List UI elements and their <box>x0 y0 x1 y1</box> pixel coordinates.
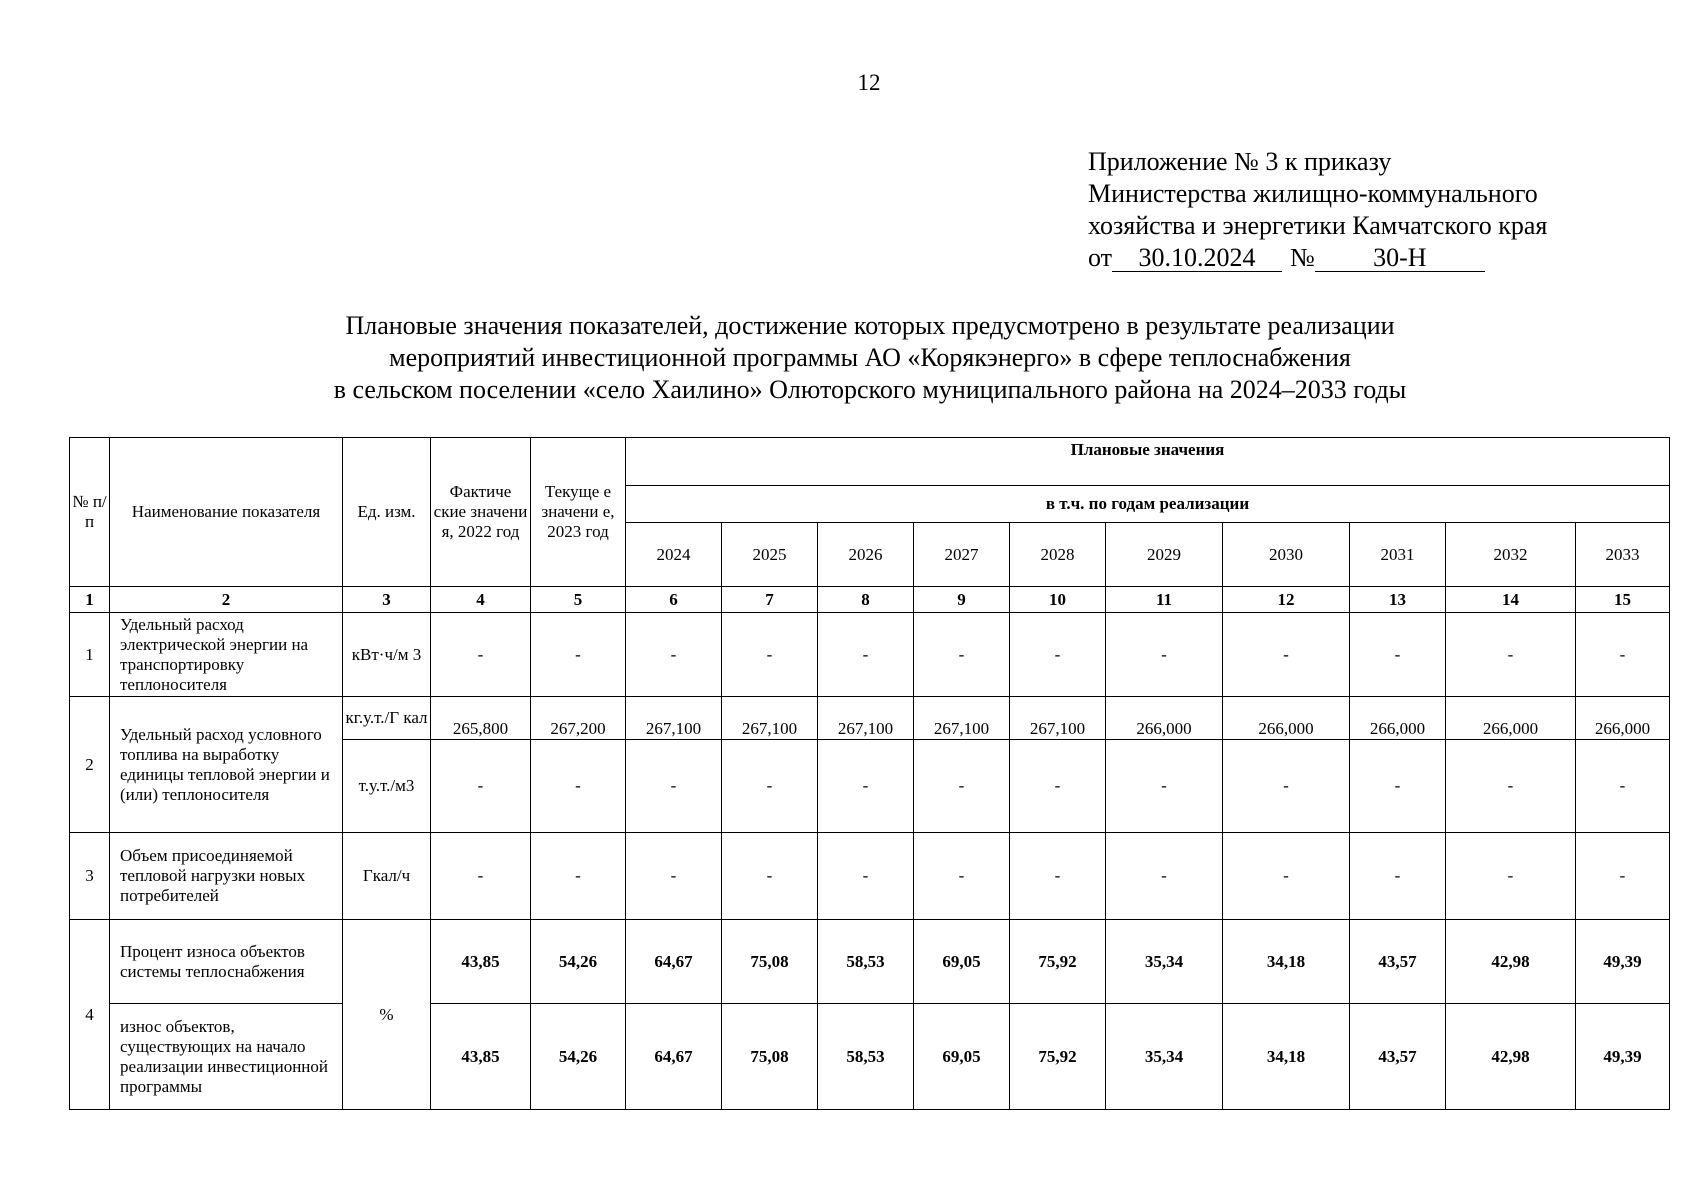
value-cell: 54,26 <box>531 1004 626 1110</box>
indicator-unit: т.у.т./м3 <box>343 740 431 833</box>
value-cell: - <box>1446 613 1576 697</box>
value-cell: - <box>1223 740 1350 833</box>
value-cell: 69,05 <box>914 920 1010 1004</box>
indicator-unit: кг.у.т./Г кал <box>343 697 431 740</box>
header-planned: Плановые значения <box>626 438 1670 486</box>
header-name: Наименование показателя <box>110 438 343 587</box>
value-cell: 35,34 <box>1106 920 1223 1004</box>
value-cell: 266,000 <box>1576 697 1670 740</box>
from-label: от <box>1088 243 1113 272</box>
value-cell: - <box>1446 740 1576 833</box>
value-cell: 49,39 <box>1576 1004 1670 1110</box>
header-year: 2030 <box>1223 523 1350 587</box>
value-cell: 75,08 <box>722 1004 818 1110</box>
value-cell: 43,57 <box>1350 920 1446 1004</box>
value-cell: 266,000 <box>1350 697 1446 740</box>
value-cell: - <box>626 833 722 920</box>
value-cell: 265,800 <box>431 697 531 740</box>
value-cell: 43,85 <box>431 920 531 1004</box>
value-cell: - <box>1576 833 1670 920</box>
value-cell: 64,67 <box>626 920 722 1004</box>
header-year: 2032 <box>1446 523 1576 587</box>
col-number: 2 <box>110 587 343 613</box>
header-unit: Ед. изм. <box>343 438 431 587</box>
table-row <box>70 1004 1670 1110</box>
table-row <box>70 697 1670 740</box>
value-cell: - <box>431 833 531 920</box>
value-cell: - <box>818 740 914 833</box>
row-number: 3 <box>70 833 110 920</box>
indicator-unit: % <box>343 920 431 1110</box>
page-number: 12 <box>857 70 881 95</box>
value-cell: - <box>1446 833 1576 920</box>
col-number: 15 <box>1576 587 1670 613</box>
value-cell: - <box>431 740 531 833</box>
value-cell: 34,18 <box>1223 920 1350 1004</box>
value-cell: - <box>1350 613 1446 697</box>
value-cell: - <box>626 613 722 697</box>
value-cell: 58,53 <box>818 920 914 1004</box>
value-cell: - <box>1223 613 1350 697</box>
value-cell: - <box>1223 833 1350 920</box>
value-cell: 266,000 <box>1106 697 1223 740</box>
value-cell: 75,92 <box>1010 1004 1106 1110</box>
title-line-2: мероприятий инвестиционной программы АО «Корякэнерго» в сфере теплоснабжения <box>389 343 1351 372</box>
title-line-3: в сельском поселении «село Хаилино» Олюторского муниципального района на 2024–2033 годы <box>333 375 1407 404</box>
header-year: 2027 <box>914 523 1010 587</box>
indicator-name: износ объектов, существующих на начало реализации инвестиционной программы <box>110 1004 343 1110</box>
title-line-1: Плановые значения показателей, достижение которых предусмотрено в результате реализации <box>345 311 1395 340</box>
value-cell: - <box>431 613 531 697</box>
value-cell: - <box>818 833 914 920</box>
value-cell: 267,100 <box>818 697 914 740</box>
row-number: 2 <box>70 697 110 833</box>
header-actual-2022: Фактиче ские значени я, 2022 год <box>431 438 531 587</box>
value-cell: 267,100 <box>626 697 722 740</box>
header-current-2023: Текуще е значени е, 2023 год <box>531 438 626 587</box>
approval-line-1: Приложение № 3 к приказу <box>1088 147 1392 176</box>
value-cell: 267,100 <box>722 697 818 740</box>
value-cell: - <box>722 740 818 833</box>
value-cell: - <box>531 740 626 833</box>
approval-line-3: хозяйства и энергетики Камчатского края <box>1088 211 1548 240</box>
value-cell: - <box>722 613 818 697</box>
col-number: 14 <box>1446 587 1576 613</box>
row-number: 4 <box>70 920 110 1110</box>
value-cell: - <box>1010 740 1106 833</box>
order-number: 30-Н <box>1315 245 1485 272</box>
indicator-name: Объем присоединяемой тепловой нагрузки новых потребителей <box>110 833 343 920</box>
value-cell: - <box>531 613 626 697</box>
value-cell: 266,000 <box>1446 697 1576 740</box>
value-cell: 54,26 <box>531 920 626 1004</box>
indicator-unit: Гкал/ч <box>343 833 431 920</box>
value-cell: - <box>722 833 818 920</box>
header-year: 2025 <box>722 523 818 587</box>
header-year: 2031 <box>1350 523 1446 587</box>
value-cell: - <box>1106 613 1223 697</box>
value-cell: - <box>914 740 1010 833</box>
col-number: 1 <box>70 587 110 613</box>
value-cell: 266,000 <box>1223 697 1350 740</box>
number-label: № <box>1290 243 1315 272</box>
header-year: 2028 <box>1010 523 1106 587</box>
value-cell: - <box>914 833 1010 920</box>
header-by-years: в т.ч. по годам реализации <box>626 486 1670 523</box>
col-number: 12 <box>1223 587 1350 613</box>
value-cell: 49,39 <box>1576 920 1670 1004</box>
value-cell: - <box>1350 833 1446 920</box>
value-cell: - <box>1106 740 1223 833</box>
value-cell: - <box>1106 833 1223 920</box>
value-cell: 42,98 <box>1446 1004 1576 1110</box>
value-cell: 267,200 <box>531 697 626 740</box>
approval-line-2: Министерства жилищно-коммунального <box>1088 179 1538 208</box>
header-year: 2033 <box>1576 523 1670 587</box>
value-cell: 267,100 <box>1010 697 1106 740</box>
col-number: 4 <box>431 587 531 613</box>
value-cell: 35,34 <box>1106 1004 1223 1110</box>
col-number: 11 <box>1106 587 1223 613</box>
value-cell: - <box>818 613 914 697</box>
column-number-row <box>70 587 1670 613</box>
value-cell: - <box>1350 740 1446 833</box>
indicator-name: Удельный расход электрической энергии на транспортировку теплоносителя <box>110 613 343 697</box>
col-number: 6 <box>626 587 722 613</box>
table-row <box>70 920 1670 1004</box>
col-number: 5 <box>531 587 626 613</box>
value-cell: 69,05 <box>914 1004 1010 1110</box>
indicator-name: Процент износа объектов системы теплоснабжения <box>110 920 343 1004</box>
value-cell: 43,57 <box>1350 1004 1446 1110</box>
col-number: 13 <box>1350 587 1446 613</box>
header-year: 2024 <box>626 523 722 587</box>
col-number: 8 <box>818 587 914 613</box>
value-cell: - <box>1576 740 1670 833</box>
col-number: 7 <box>722 587 818 613</box>
value-cell: - <box>1010 833 1106 920</box>
row-number: 1 <box>70 613 110 697</box>
value-cell: 42,98 <box>1446 920 1576 1004</box>
document-title <box>0 310 1698 406</box>
indicators-table <box>69 437 1670 1110</box>
col-number: 3 <box>343 587 431 613</box>
header-year: 2029 <box>1106 523 1223 587</box>
value-cell: - <box>531 833 626 920</box>
approval-line-4 <box>1088 242 1547 274</box>
value-cell: 58,53 <box>818 1004 914 1110</box>
value-cell: - <box>626 740 722 833</box>
header-year: 2026 <box>818 523 914 587</box>
indicator-unit: кВт·ч/м 3 <box>343 613 431 697</box>
value-cell: - <box>914 613 1010 697</box>
col-number: 9 <box>914 587 1010 613</box>
value-cell: - <box>1576 613 1670 697</box>
col-number: 10 <box>1010 587 1106 613</box>
value-cell: 75,08 <box>722 920 818 1004</box>
indicator-name: Удельный расход условного топлива на выработку единицы тепловой энергии и (или) теплоносителя <box>110 697 343 833</box>
value-cell: - <box>1010 613 1106 697</box>
value-cell: 43,85 <box>431 1004 531 1110</box>
table-row <box>70 613 1670 697</box>
table-row <box>70 833 1670 920</box>
value-cell: 64,67 <box>626 1004 722 1110</box>
order-date: 30.10.2024 <box>1112 245 1282 272</box>
approval-block <box>1088 146 1547 274</box>
value-cell: 34,18 <box>1223 1004 1350 1110</box>
value-cell: 267,100 <box>914 697 1010 740</box>
header-num: № п/ п <box>70 438 110 587</box>
value-cell: 75,92 <box>1010 920 1106 1004</box>
